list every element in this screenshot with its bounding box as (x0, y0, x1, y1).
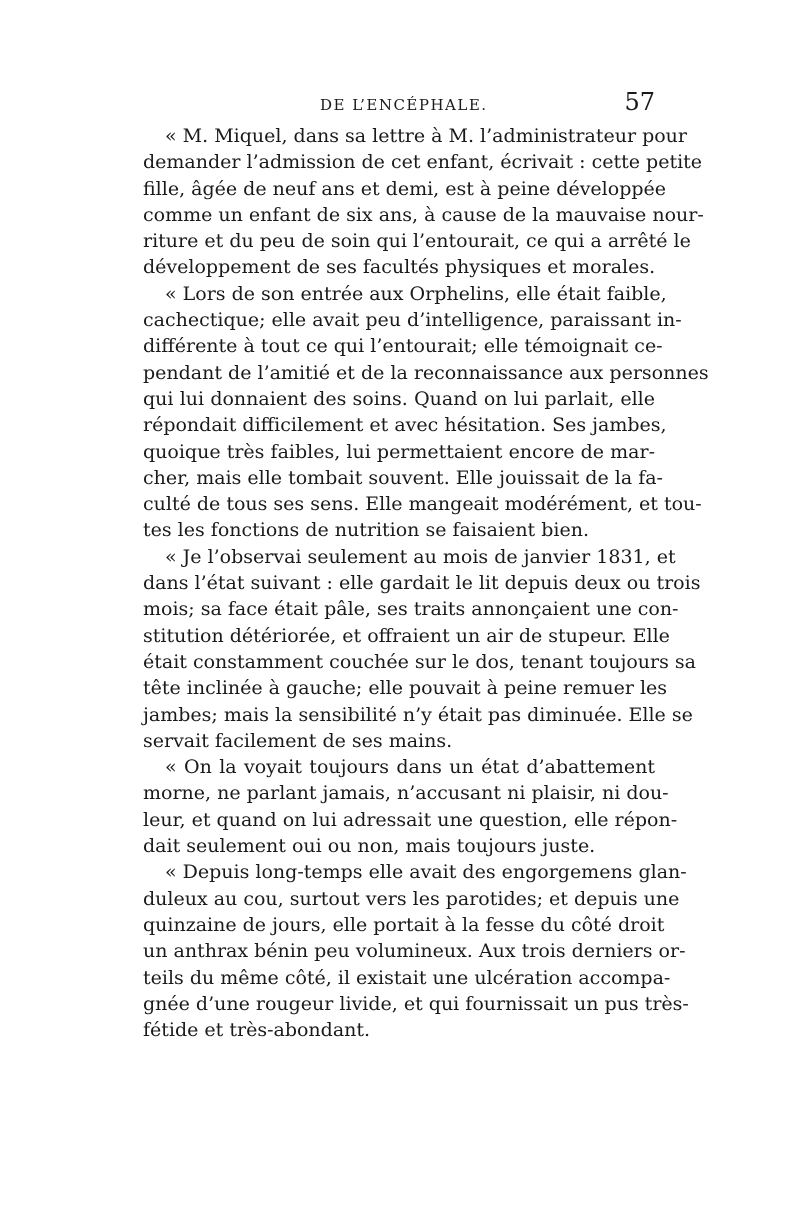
running-head (145, 88, 655, 122)
text-line: « Depuis long-temps elle avait des engorgemens glan- (165, 861, 687, 884)
text-line: développement de ses facultés physiques et morales. (143, 256, 656, 279)
text-line: dans l’état suivant : elle gardait le lit depuis deux ou trois (143, 572, 701, 595)
text-line: tes les fonctions de nutrition se faisaient bien. (143, 519, 589, 542)
text-line: cachectique; elle avait peu d’intelligence, paraissant in- (143, 309, 682, 332)
text-line: quinzaine de jours, elle portait à la fesse du côté droit (143, 913, 665, 936)
text-line: fétide et très-abondant. (143, 1019, 371, 1042)
page-number: 57 (624, 88, 655, 116)
text-line: pendant de l’amitié et de la reconnaissance aux personnes (143, 361, 709, 384)
text-line: fille, âgée de neuf ans et demi, est à peine développée (143, 177, 667, 200)
text-line: dait seulement oui ou non, mais toujours juste. (143, 835, 596, 858)
text-line: était constamment couchée sur le dos, tenant toujours sa (143, 650, 696, 673)
text-line: comme un enfant de six ans, à cause de la mauvaise nour- (143, 203, 704, 226)
text-line: leur, et quand on lui adressait une question, elle répon- (143, 808, 678, 831)
text-line: duleux au cou, surtout vers les parotides; et depuis une (143, 887, 680, 910)
text-line: riture et du peu de soin qui l’entourait, ce qui a arrêté le (143, 230, 691, 253)
text-line: jambes; mais la sensibilité n’y était pas diminuée. Elle se (143, 703, 693, 726)
text-line: un anthrax bénin peu volumineux. Aux trois derniers or- (143, 940, 686, 963)
text-line: teils du même côté, il existait une ulcération accompa- (143, 966, 671, 989)
running-title: DE L’ENCÉPHALE. (320, 96, 488, 114)
text-line: « M. Miquel, dans sa lettre à M. l’administrateur pour (165, 125, 687, 147)
text-line: « On la voyait toujours dans un état d’abattement (165, 756, 655, 779)
text-line: cher, mais elle tombait souvent. Elle jouissait de la fa- (143, 466, 663, 489)
body-text (143, 123, 709, 1043)
text-line: qui lui donnaient des soins. Quand on lui parlait, elle (143, 387, 655, 410)
text-line: demander l’admission de cet enfant, écrivait : cette petite (143, 151, 703, 174)
text-line: mois; sa face était pâle, ses traits annonçaient une con- (143, 598, 679, 621)
text-line: différente à tout ce qui l’entourait; elle témoignait ce- (143, 335, 663, 358)
text-line: culté de tous ses sens. Elle mangeait modérément, et tou- (143, 493, 702, 516)
text-line: tête inclinée à gauche; elle pouvait à peine remuer les (143, 677, 668, 700)
text-line: quoique très faibles, lui permettaient encore de mar- (143, 440, 655, 463)
text-line: servait facilement de ses mains. (143, 729, 453, 752)
text-line: répondait difficilement et avec hésitation. Ses jambes, (143, 414, 667, 437)
text-line: morne, ne parlant jamais, n’accusant ni plaisir, ni dou- (143, 782, 669, 805)
text-line: gnée d’une rougeur livide, et qui fournissait un pus très- (143, 992, 689, 1015)
text-line: « Lors de son entrée aux Orphelins, elle était faible, (165, 282, 667, 305)
text-line: « Je l’observai seulement au mois de janvier 1831, et (165, 545, 676, 568)
text-line: stitution détériorée, et offraient un air de stupeur. Elle (143, 624, 670, 647)
